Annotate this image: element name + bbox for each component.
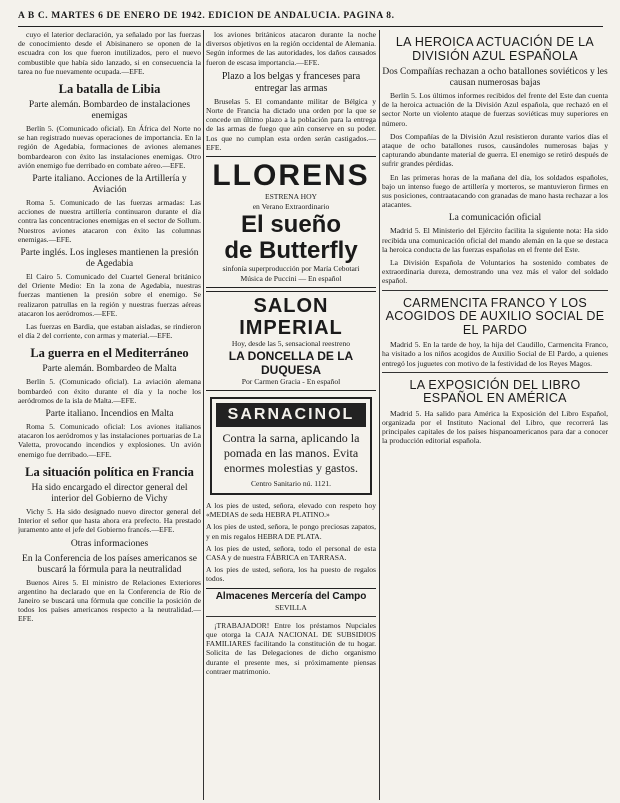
cinema-ad-llorens — [206, 156, 376, 288]
ad-title: SALON IMPERIAL — [239, 295, 343, 340]
article-subheading: Dos Compañías rechazan a ocho batallones soviéticos y les causan numerosas bajas — [382, 67, 608, 88]
headline: CARMENCITA FRANCO Y LOS ACOGIDOS DE AUXILIO SOCIAL DE EL PARDO — [385, 295, 605, 337]
section-heading: La situación política en Francia — [25, 464, 194, 479]
article-paragraph: La División Española de Voluntarios ha sostenido combates de extraordinaria dureza, demostrando una vez más el valor del soldado español. — [382, 258, 608, 286]
divider — [382, 372, 608, 373]
list-item: A los pies de usted, señora, los ha puesto de regalos todos. — [206, 565, 376, 584]
list-item: A los pies de usted, señora, le pongo preciosas zapatos, y en mis regalos HEBRA DE PLATA. — [206, 522, 376, 541]
column-divider — [379, 30, 380, 800]
article-heading: Plazo a los belgas y franceses para entregar las armas — [221, 70, 361, 94]
cinema-ad-imperial — [206, 291, 376, 391]
article-paragraph: los aviones británicos atacaron durante la noche diversos objetivos en la región occidental de Alemania. Según informes de las autoridades, los daños causados fueron de escasa importancia.—EFE. — [206, 30, 376, 67]
divider — [206, 616, 376, 617]
column-right — [382, 30, 608, 800]
article-subheading: Parte italiano. Incendios en Malta — [45, 409, 174, 420]
store-city: SEVILLA — [275, 602, 307, 612]
ad-body: Contra la sarna, aplicando la pomada en las manos. Evita enormes molestias y gastos. — [222, 431, 360, 476]
article-paragraph: En las primeras horas de la mañana del día, los soldados españoles, bajo un intenso fuego de artillería y morteros, se mantuvieron firmes en sus posiciones, contraatacando con granadas de mano hasta rechazar a los atacantes. — [382, 172, 608, 210]
ad-line: sinfonía superproducción por María Cebotari — [222, 264, 360, 274]
article-paragraph: cuyo el laterior declaración, ya señalado por las fuerzas de conocimiento desde el Abisinanero se oponen de la escuadra con los que fueron inutilizados, pero el nuevo combustible que había sido lanzado, si en consecuencia la tarea no fue nuevamente ocupada.—EFE. — [18, 30, 201, 76]
article-paragraph: El Cairo 5. Comunicado del Cuartel General británico del Oriente Medio: En la zona de Agedabia, nuestras fuerzas mantienen la presión sobre el enemigo. Se realizaron patrullas en la región y nuestras fuerzas aéreas atacaron los aeródromos.—EFE. — [18, 272, 201, 318]
headline: LA HEROICA ACTUACIÓN DE LA DIVISIÓN AZUL ESPAÑOLA — [395, 35, 595, 63]
article-paragraph: Berlín 5. (Comunicado oficial). La aviación alemana bombardeó con éxito durante el día y la noche los aeródromos de la isla de Malta.—EFE. — [18, 377, 201, 405]
ad-registration: Centro Sanitario nú. 1121. — [250, 479, 332, 489]
article-paragraph: Madrid 5. Ha salido para América la Exposición del Libro Español, organizada por el Instituto Nacional del Libro, que recorrerá las principales capitales de los países hispanoamericanos para dar a conocer la producción editorial española. — [382, 408, 608, 446]
ad-film-title: LA DONCELLA DE LA DUQUESA — [228, 349, 354, 378]
article-paragraph: Berlín 5. (Comunicado oficial). En África del Norte no se han registrado nuevas operaciones de importancia. En la región de Agedabia, formaciones de aviones alemanes bombardearon con éxito las instalaciones enemigas. Otro avión enemigo fue derribado en combate aéreo.—EFE. — [18, 124, 201, 170]
ad-line: ESTRENA HOY — [264, 192, 318, 202]
article-subheading: La comunicación oficial — [448, 213, 542, 224]
list-item: A los pies de usted, señora, todo el personal de esta CASA y de nuestra FÁBRICA en TARRASA. — [206, 543, 376, 563]
ad-title: LLORENS — [212, 159, 370, 193]
article-subheading: Parte italiano. Acciones de la Artillería y Aviación — [32, 174, 187, 196]
article-paragraph: Dos Compañías de la División Azul resistieron durante varios días el ataque de ocho batallones rusos, causándoles numerosas bajas y capturando abundante material de guerra. El enemigo se retiró después de sufrir grandes pérdidas. — [382, 131, 608, 169]
ad-line: en Verano Extraordinario — [252, 202, 330, 212]
section-heading: La guerra en el Mediterráneo — [30, 346, 189, 361]
column-left — [18, 30, 201, 800]
article-paragraph: Buenos Aires 5. El ministro de Relaciones Exteriores argentino ha declarado que en la Conferencia de Río de Janeiro se buscará una fórmula que concilie la posición de todos los países americanos respecto a la neutralidad.—EFE. — [18, 577, 201, 624]
column-middle — [206, 30, 376, 800]
article-paragraph: Madrid 5. El Ministerio del Ejército facilita la siguiente nota: Ha sido recibida una comunicación oficial del mando alemán en la que se destaca la heroica conducta de las fuerzas españolas en el frente del Este. — [382, 226, 608, 254]
article-subheading: Parte alemán. Bombardeo de Malta — [42, 364, 177, 375]
list-item: A los pies de usted, señora, elevado con respeto hoy «MEDIAS de seda HEBRA PLATINO.» — [206, 501, 376, 520]
headline: LA EXPOSICIÓN DEL LIBRO ESPAÑOL EN AMÉRICA — [409, 377, 581, 406]
article-paragraph: Roma 5. Comunicado de las fuerzas armadas: Las acciones de nuestra artillería continuaron durante el día contra las concentraciones enemigas en el sector de Sollum. Nuestros aviones atacaron con éxito las columnas enemigas.—EFE. — [18, 198, 201, 244]
ad-line: Hoy, desde las 5, sensacional reestreno — [231, 339, 351, 349]
store-name: Almacenes Mercería del Campo — [206, 588, 376, 603]
article-subheading: Parte alemán. Bombardeo de instalaciones enemigas — [28, 100, 191, 122]
article-paragraph: Roma 5. Comunicado oficial: Los aviones italianos atacaron los aeródromos y las instalaciones portuarias de La Valetta, provocando incendios y explosiones. Un avión enemigo fue derribado.—EFE. — [18, 422, 201, 459]
article-paragraph: Madrid 5. En la tarde de hoy, la hija del Caudillo, Carmencita Franco, ha visitado a los niños acogidos de Auxilio Social de El Pardo, a quienes entregó los juguetes con motivo de la festividad de los Reyes Magos. — [382, 340, 608, 368]
ad-brand-banner: SARNACINOL — [216, 403, 366, 427]
ad-film-title: de Butterfly — [224, 237, 358, 265]
article-subheading: En la Conferencia de los países americanos se buscará la fórmula para la neutralidad — [22, 553, 197, 575]
ad-line: Música de Puccini — En español — [240, 274, 342, 284]
page-header: A B C. MARTES 6 DE ENERO DE 1942. EDICION DE ANDALUCIA. PAGINA 8. — [18, 6, 603, 27]
article-subheading: Ha sido encargado el director general del interior del Gobierno de Vichy — [31, 482, 188, 504]
article-paragraph: Vichy 5. Ha sido designado nuevo director general del Interior el señor que hasta ahora era prefecto. Ha prestado juramento ante el jefe del Gobierno francés.—EFE. — [18, 506, 201, 535]
article-paragraph: Las fuerzas en Bardia, que estaban aisladas, se rindieron el día 2 del corriente, con armas y material.—EFE. — [18, 322, 201, 341]
article-paragraph: Berlín 5. Los últimos informes recibidos del frente del Este dan cuenta de la heroica actuación de la División Azul española, que rechazó en el sector Norte un violento ataque de fuerzas soviéticas muy superiores en número. — [382, 91, 608, 128]
divider — [382, 290, 608, 291]
ad-film-title: El sueño — [240, 211, 342, 239]
article-paragraph: ¡TRABAJADOR! Entre los préstamos Nupciales que otorga la CAJA NACIONAL DE SUBSIDIOS FAMILIARES facilitando la constitución de tu hogar. Solicita de las Delegaciones de dicho organismo durante el presente mes, si próximamente piensas contraer matrimonio. — [206, 620, 376, 676]
article-paragraph: Bruselas 5. El comandante militar de Bélgica y Norte de Francia ha dictado una orden por la que se concede un último plazo a la población para la entrega de las armas de fuego que aún conserve en su poder. Los que no cumplan esta orden serán castigados.—EFE. — [206, 96, 376, 152]
section-heading: La batalla de Libia — [58, 82, 161, 97]
section-heading: Otras informaciones — [70, 538, 149, 549]
article-subheading: Parte inglés. Los ingleses mantienen la presión de Agedabia — [20, 248, 199, 270]
pharmacy-ad — [210, 397, 372, 495]
ad-line: Por Carmen Gracia - En español — [241, 377, 341, 387]
column-divider — [203, 30, 204, 800]
